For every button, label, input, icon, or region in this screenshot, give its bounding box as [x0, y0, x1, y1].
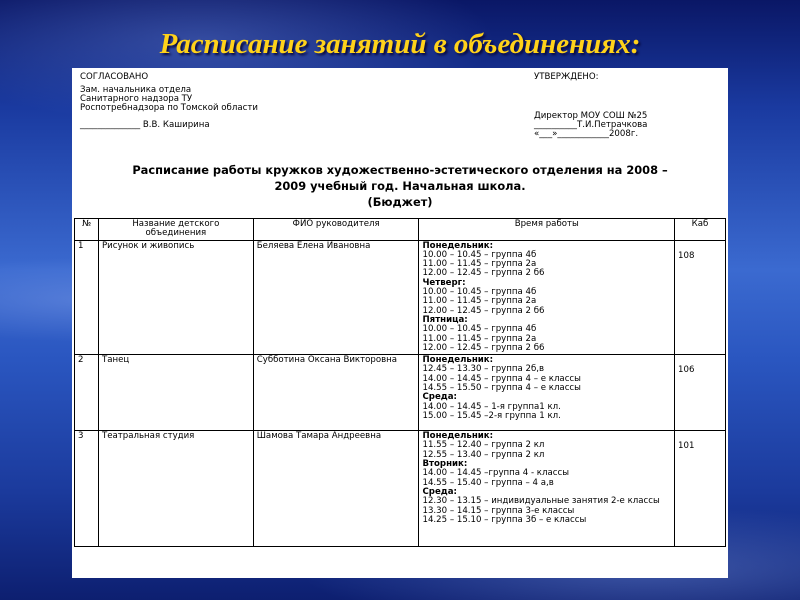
slide-title: Расписание занятий в объединениях:: [159, 28, 641, 60]
header-leader: ФИО руководителя: [253, 219, 419, 241]
row-schedule: [419, 431, 675, 547]
header-num: №: [75, 219, 99, 241]
document-sheet: [72, 68, 728, 578]
table-header-row: [75, 219, 726, 241]
left-line-3: Роспотребнадзора по Томской области: [80, 103, 258, 113]
schedule-slot: 12.00 – 12.45 – группа 2 б6: [422, 342, 545, 353]
schedule-day: Пятница:: [422, 314, 468, 325]
schedule-day: Среда:: [422, 392, 457, 403]
left-signature: ______________ В.В. Каширина: [80, 120, 210, 130]
row-name: Танец: [98, 355, 253, 431]
row-name: Рисунок и живопись: [98, 240, 253, 355]
schedule-slot: 12.55 – 13.40 – группа 2 кл: [422, 449, 545, 460]
schedule-slot: 11.55 – 12.40 – группа 2 кл: [422, 440, 545, 451]
row-name: Театральная студия: [98, 431, 253, 547]
schedule-slot: 13.30 – 14.15 – группа 3-е классы: [422, 505, 575, 516]
schedule-slot: 14.55 – 15.50 – группа 4 – е классы: [422, 383, 581, 394]
schedule-slot: 11.00 – 11.45 – группа 2а: [422, 259, 537, 270]
schedule-slot: 14.55 – 15.40 – группа – 4 а,в: [422, 477, 554, 488]
right-line-2: __________Т.И.Петрачкова: [534, 120, 648, 130]
schedule-day: Понедельник:: [422, 431, 494, 442]
table-row: [75, 240, 726, 355]
schedule-day: Среда:: [422, 486, 457, 497]
schedule-slot: 14.00 – 14.45 – группа 4 – е классы: [422, 373, 581, 384]
right-line-3: «___»____________2008г.: [534, 129, 639, 139]
schedule-slot: 14.25 – 15.10 – группа 3б – е классы: [422, 514, 587, 525]
row-leader: Субботина Оксана Викторовна: [253, 355, 419, 431]
schedule-day: Понедельник:: [422, 355, 494, 366]
row-room: 101: [675, 431, 726, 547]
schedule-slot: 12.45 – 13.30 – группа 2б,в: [422, 364, 545, 375]
schedule-day: Понедельник:: [422, 240, 494, 251]
doc-heading-line-3: (Бюджет): [367, 195, 433, 209]
schedule-slot: 12.30 – 13.15 – индивидуальные занятия 2-е классы: [422, 496, 660, 507]
schedule-slot: 10.00 – 10.45 – группа 4б: [422, 324, 537, 335]
schedule-slot: 14.00 – 14.45 – 1-я группа1 кл.: [422, 401, 561, 412]
schedule-slot: 10.00 – 10.45 – группа 4б: [422, 249, 537, 260]
row-leader: Беляева Елена Ивановна: [253, 240, 419, 355]
row-leader: Шамова Тамара Андреевна: [253, 431, 419, 547]
schedule-slot: 11.00 – 11.45 – группа 2а: [422, 296, 537, 307]
row-num: 3: [75, 431, 99, 547]
schedule-slot: 12.00 – 12.45 – группа 2 б6: [422, 268, 545, 279]
row-room: 106: [675, 355, 726, 431]
row-num: 1: [75, 240, 99, 355]
schedule-table: [74, 218, 726, 547]
header-time: Время работы: [419, 219, 675, 241]
doc-heading-line-2: 2009 учебный год. Начальная школа.: [274, 179, 526, 193]
approved-right-label: УТВЕРЖДЕНО:: [534, 72, 599, 82]
table-row: [75, 355, 726, 431]
schedule-slot: 12.00 – 12.45 – группа 2 б6: [422, 305, 545, 316]
row-room: 108: [675, 240, 726, 355]
right-line-1: Директор МОУ СОШ №25: [534, 111, 648, 121]
schedule-slot: 10.00 – 10.45 – группа 4б: [422, 287, 537, 298]
schedule-day: Четверг:: [422, 277, 466, 288]
schedule-slot: 15.00 – 15.45 –2-я группа 1 кл.: [422, 410, 561, 421]
row-num: 2: [75, 355, 99, 431]
schedule-slot: 11.00 – 11.45 – группа 2а: [422, 333, 537, 344]
header-name: Название детского объединения: [98, 219, 253, 241]
row-schedule: [419, 355, 675, 431]
schedule-slot: 14.00 – 14.45 –группа 4 - классы: [422, 468, 569, 479]
left-line-2: Санитарного надзора ТУ: [80, 94, 193, 104]
approved-left-label: СОГЛАСОВАНО: [80, 72, 149, 82]
header-room: Каб: [675, 219, 726, 241]
table-row: [75, 431, 726, 547]
schedule-day: Вторник:: [422, 459, 468, 470]
doc-heading-line-1: Расписание работы кружков художественно-эстетического отделения на 2008 –: [132, 163, 668, 177]
row-schedule: [419, 240, 675, 355]
left-line-1: Зам. начальника отдела: [80, 85, 192, 95]
